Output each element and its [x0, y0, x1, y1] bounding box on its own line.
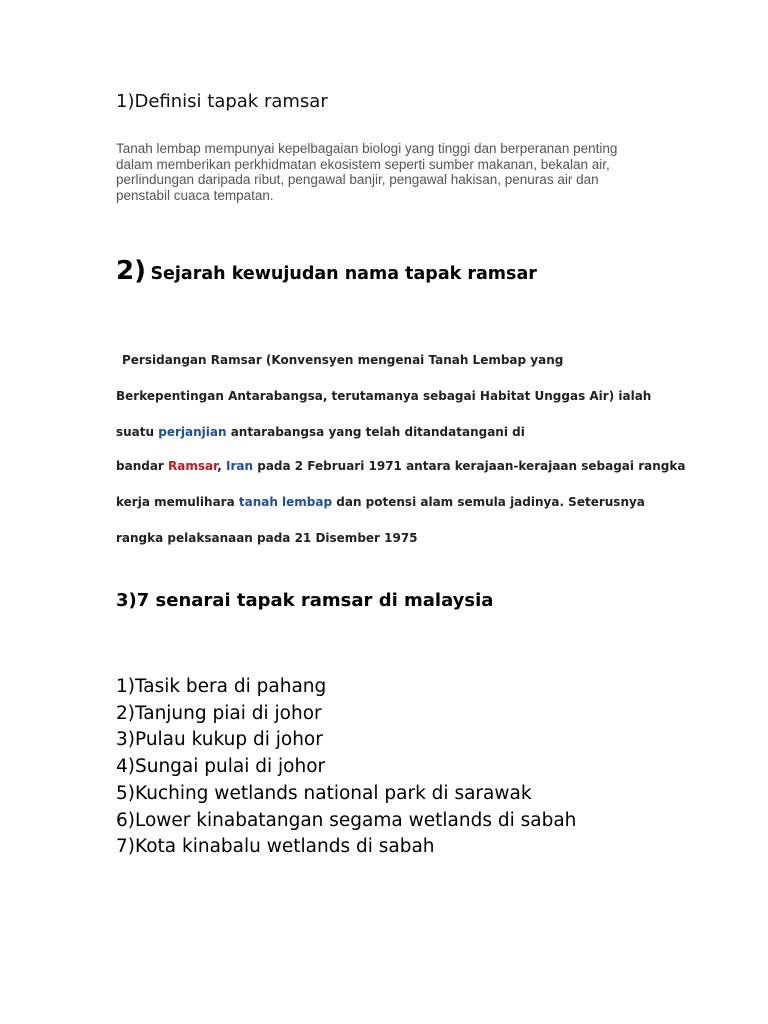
- section2-title: Sejarah kewujudan nama tapak ramsar: [150, 264, 537, 284]
- section1-body-line: dalam memberikan perkhidmatan ekosistem seperti sumber makanan, bekalan air,: [116, 156, 610, 172]
- text: antarabangsa yang telah ditandatangani di: [226, 425, 525, 439]
- list-item: 6)Lower kinabatangan segama wetlands di sabah: [116, 809, 577, 831]
- perjanjian-link[interactable]: perjanjian: [158, 425, 227, 439]
- iran-link[interactable]: Iran: [226, 459, 254, 473]
- section2-line-1: Persidangan Ramsar (Konvensyen mengenai Tanah Lembap yang: [122, 353, 564, 367]
- section2-line-3: [116, 425, 525, 439]
- section1-body-line: perlindungan daripada ribut, pengawal banjir, pengawal hakisan, penuras air dan: [116, 172, 599, 187]
- ramsar-link[interactable]: Ramsar: [168, 459, 218, 473]
- section1-body: [116, 141, 617, 203]
- ramsar-site-list: [116, 674, 576, 861]
- list-item: 4)Sungai pulai di johor: [116, 756, 326, 778]
- list-item: 3)Pulau kukup di johor: [116, 729, 323, 751]
- text: dan potensi alam semula jadinya. Seterusnya: [332, 495, 645, 509]
- section3-heading: 3)7 senarai tapak ramsar di malaysia: [116, 590, 494, 611]
- section1-body-line: Tanah lembap mempunyai kepelbagaian biologi yang tinggi dan berperanan penting: [116, 141, 618, 156]
- list-item: 1)Tasik bera di pahang: [116, 676, 327, 697]
- text: pada 2 Februari 1971 antara kerajaan-kerajaan sebagai rangka: [253, 459, 686, 473]
- list-item: 5)Kuching wetlands national park di sarawak: [116, 782, 532, 804]
- text: suatu: [116, 425, 159, 439]
- section2-number: 2): [116, 256, 146, 286]
- tanah-lembap-link[interactable]: tanah lembap: [238, 495, 333, 509]
- list-item: 2)Tanjung piai di johor: [116, 702, 322, 724]
- section1-heading: 1)Definisi tapak ramsar: [116, 91, 328, 112]
- list-item: 7)Kota kinabalu wetlands di sabah: [116, 836, 435, 858]
- section2-line-2: Berkepentingan Antarabangsa, terutamanya sebagai Habitat Unggas Air) ialah: [116, 389, 652, 403]
- text: ,: [217, 459, 227, 473]
- section2-heading: [116, 256, 537, 286]
- text: kerja memulihara: [116, 495, 239, 509]
- section2-line-4: [116, 459, 685, 473]
- section2-line-6: rangka pelaksanaan pada 21 Disember 1975: [116, 531, 418, 545]
- section1-body-line: penstabil cuaca tempatan.: [116, 187, 274, 203]
- section2-line-5: [116, 495, 645, 509]
- text: bandar: [116, 459, 169, 473]
